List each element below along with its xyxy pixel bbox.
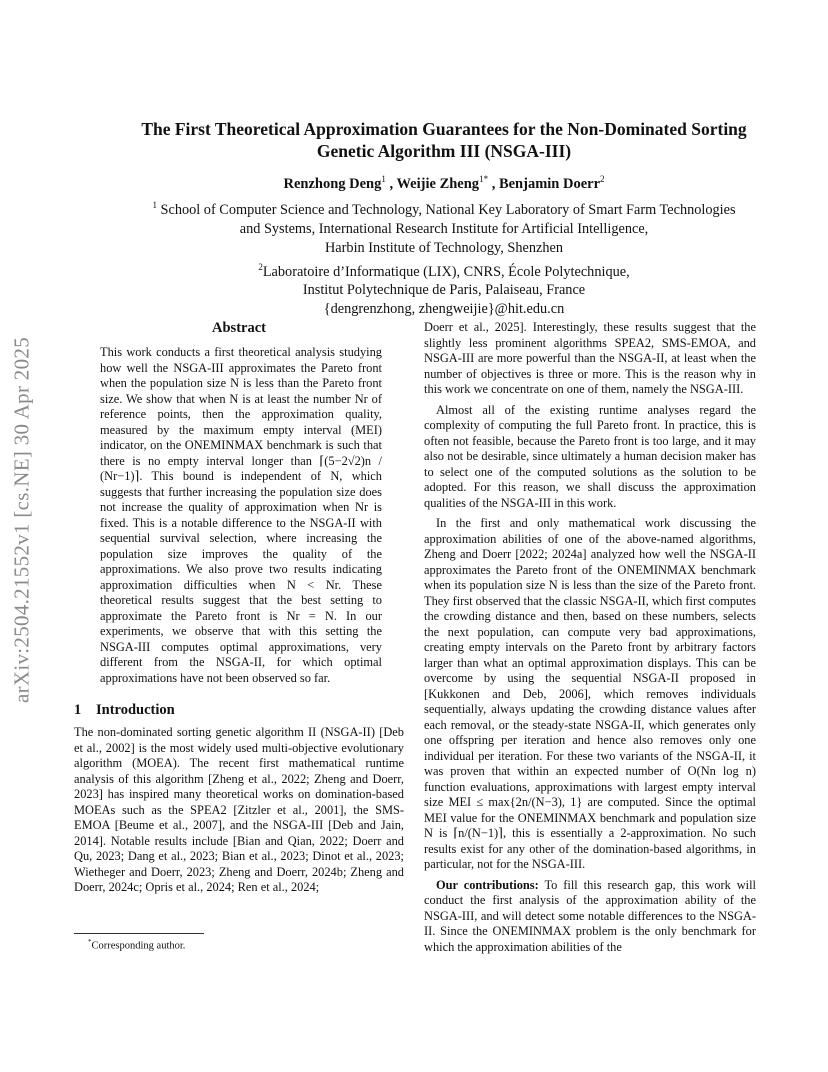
affiliation-line (60, 281, 828, 300)
intro-paragraph-1: The non-dominated sorting genetic algorithm II (NSGA-II) [Deb et al., 2002] is the most widely used multi-objective evolutionary algorithm (MOEA). The recent first mathematical runtime analysis of this algorithm [Zheng et al., 2022; Zheng and Doerr, 2023] has inspired many theoretical works on domination-based MOEAs such as the SPEA2 [Zitzler et al., 2001], the SMS-EMOA [Beume et al., 2007], and the NSGA-III [Deb and Jain, 2014]. Notable results include [Bian and Qian, 2022; Doerr and Qu, 2023; Dang et al., 2023; Bian et al., 2023; Dinot et al., 2023; Wietheger and Doerr, 2023; Zheng and Doerr, 2024b; Zheng and Doerr, 2024c; Opris et al., 2024; Ren et al., 2024; (74, 725, 404, 894)
affiliation-text: School of Computer Science and Technology, National Key Laboratory of Smart Farm Technologies (160, 201, 736, 218)
affiliations (60, 196, 828, 320)
author-affil-mark: 2 (600, 174, 605, 184)
intro-paragraph-3: In the first and only mathematical work discussing the approximation abilities of one of the above-named algorithms, Zheng and Doerr [2022; 2024a] analyzed how well the NSGA-II approximates the Pareto front of the ONEMINMAX benchmark when its population size N is less than the size of the Pareto front. They first observed that the classic NSGA-II, which first computes the crowding distance and then, based on these numbers, selects the next population, can compute very bad approximations, creating empty intervals on the Pareto front by arbitrary factors larger than what an optimal approximation displays. This can be overcome by using the sequential NSGA-II proposed in [Kukkonen and Deb, 2006], which removes individuals sequentially, always updating the crowding distance values after each removal, or the steady-state NSGA-II, which generates only one offspring per iteration and hence also removes only one individual per iteration. For these two variants of the NSGA-II, it was proven that within an expected number of O(Nn log n) function evaluations, approximations with largest empty interval size MEI ≤ max{2n/(N−3), 1} are computed. Since the optimal MEI value for the ONEMINMAX benchmark and population size N is ⌈n/(N−1)⌉, this is essentially a 2-approximation. No such results exist for any other of the domination-based algorithms, in particular, not for the NSGA-III. (424, 516, 756, 871)
footnote (88, 938, 185, 952)
contributions-text: To fill this research gap, this work will conduct the first analysis of the approximation ability of the NSGA-III, and will detect some notable differences to the NSGA-II. Since the ONEMINMAX problem is the only benchmark for which the approximation abilities of the (424, 877, 757, 954)
email-text: {dengrenzhong, zhengweijie}@hit.edu.cn (323, 301, 565, 318)
affiliation-line (60, 196, 828, 220)
paper-title-line-1: The First Theoretical Approximation Guarantees for the Non-Dominated Sorting (141, 119, 747, 139)
affiliation-line (60, 258, 828, 282)
section-heading-introduction (74, 702, 404, 719)
affiliation-mark: 2 (258, 261, 263, 272)
abstract-heading: Abstract (212, 320, 266, 336)
affiliation-text: Harbin Institute of Technology, Shenzhen (324, 239, 564, 256)
abstract-body: This work conducts a first theoretical analysis studying how well the NSGA-III approximates the Pareto front when the population size N is less than the Pareto front size. We show that when N is at least the number Nr of reference points, then the approximation quality, measured by the maximum empty interval (MEI) indicator, on the ONEMINMAX benchmark is such that there is no empty interval longer than ⌈(5−2√2)n / (Nr−1)⌉. This bound is independent of N, which suggests that further increasing the population size does not increase the quality of approximation when Nr is fixed. This is a notable difference to the NSGA-II with sequential survival selection, where increasing the population size improves the quality of the approximations. We also prove two results indicating approximation difficulties when N < Nr. These theoretical results suggest that the best setting to approximate the Pareto front is Nr = N. In our experiments, we observe that with this setting the NSGA-III computes optimal approximations, very different from the NSGA-II, for which optimal approximations have not been observed so far. (100, 345, 382, 685)
author-affil-mark: 1* (479, 174, 489, 184)
affiliation-line (60, 220, 828, 239)
affiliation-text: Institut Polytechnique de Paris, Palaiseau, France (302, 282, 586, 299)
author-affil-mark: 1 (381, 174, 386, 184)
paper-title-line-2: Genetic Algorithm III (NSGA-III) (316, 141, 572, 161)
author-name: Weijie Zheng (396, 175, 480, 192)
right-column (424, 320, 756, 955)
footnote-rule (74, 933, 204, 934)
paper-header (60, 118, 828, 319)
affiliation-line (60, 239, 828, 258)
intro-paragraph-continued: Doerr et al., 2025]. Interestingly, these results suggest that the slightly less prominent algorithms SPEA2, SMS-EMOA, and NSGA-III are more powerful than the NSGA-II, at least when the number of objectives is three or more. This is the reason why in this work we concentrate on one of them, namely the NSGA-III. (424, 320, 756, 396)
footnote-text: Corresponding author. (91, 940, 186, 952)
contributions-paragraph (424, 878, 756, 956)
arxiv-identifier: arXiv:2504.21552v1 [cs.NE] 30 Apr 2025 (9, 336, 34, 704)
affiliation-mark: 1 (152, 199, 157, 210)
section-number: 1 (74, 702, 82, 718)
section-title: Introduction (96, 702, 175, 718)
affiliation-text: and Systems, International Research Institute for Artificial Intelligence, (239, 220, 649, 237)
author-name: Benjamin Doerr (498, 175, 601, 192)
contributions-lead: Our contributions: (436, 877, 539, 892)
intro-paragraph-2: Almost all of the existing runtime analyses regard the complexity of computing the full Pareto front. In practice, this is often not feasible, because the Pareto front is too large, and it may also not be desirable, since ultimately a human decision maker has to select one of the computed solutions as the solution to be adopted. For this reason, we shall discuss the approximation qualities of the NSGA-III in this work. (424, 402, 756, 510)
author-emails (60, 300, 828, 319)
affiliation-text: Laboratoire d’Informatique (LIX), CNRS, École Polytechnique, (262, 263, 630, 280)
author-list: Renzhong Deng$^1$ , Weijie Zheng$^{1*}$ , Benjamin Doerr$^2$ (283, 174, 605, 192)
footnote-mark: * (88, 938, 92, 946)
left-column (74, 320, 404, 896)
author-name: Renzhong Deng (283, 175, 382, 192)
